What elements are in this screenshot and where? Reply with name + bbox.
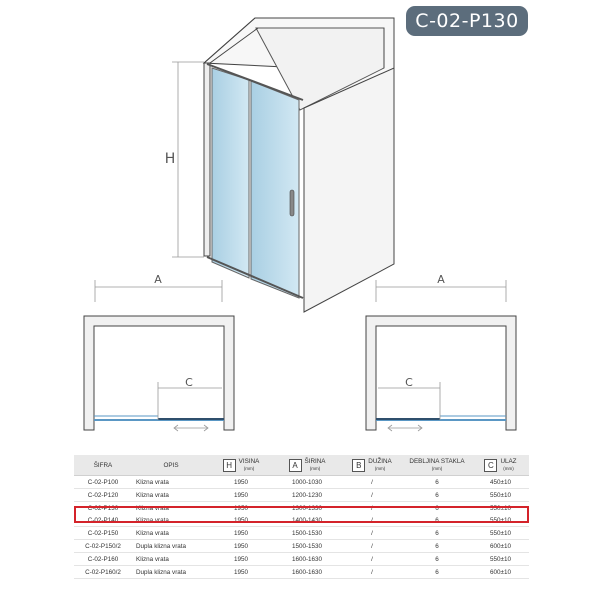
table-cell: 6 [402, 553, 472, 566]
table-row [74, 502, 529, 515]
column-header-label: DEBLJINA STAKLA [409, 458, 465, 465]
table-row [74, 489, 529, 502]
table-cell: 6 [402, 527, 472, 540]
table-cell: 1950 [233, 504, 248, 512]
table-cell: C-02-P100 [74, 476, 132, 489]
table-cell: C-02-P150/2 [74, 540, 132, 553]
table-cell: 1950 [210, 514, 272, 527]
height-dimension [172, 62, 204, 257]
specs-table [74, 455, 529, 579]
glass-panel-sliding [251, 81, 299, 298]
table-cell: 550±10 [472, 514, 529, 527]
column-header-label: OPIS [163, 461, 179, 469]
table-cell: 1950 [210, 566, 272, 579]
column-header-unit: (mm) [431, 466, 443, 471]
width-label-right: A [437, 273, 445, 286]
table-cell: C-02-P150 [74, 527, 132, 540]
table-cell: 1200-1230 [272, 489, 342, 502]
column-header [210, 455, 272, 476]
table-cell: 550±10 [472, 553, 529, 566]
table-cell: Klizna vrata [132, 476, 210, 489]
table-cell: 6 [402, 540, 472, 553]
table-cell: 600±10 [472, 566, 529, 579]
table-cell: 1400-1430 [272, 514, 342, 527]
table-cell: Dupla klizna vrata [132, 540, 210, 553]
specs-table-body [74, 476, 529, 579]
column-header [402, 455, 472, 476]
table-cell: 550±10 [472, 489, 529, 502]
table-cell: 550±10 [490, 504, 511, 512]
column-header [342, 455, 402, 476]
dimension-icon: B [352, 459, 365, 472]
door-handle [290, 190, 294, 216]
table-cell: / [342, 540, 402, 553]
column-header-label: DUŽINA [368, 458, 392, 465]
table-cell: / [342, 553, 402, 566]
table-cell: 6 [402, 566, 472, 579]
table-cell: Klizna vrata [132, 489, 210, 502]
table-cell: 1950 [210, 553, 272, 566]
table-cell: 1600-1630 [272, 566, 342, 579]
table-cell: 1500-1530 [272, 540, 342, 553]
table-cell: C-02-P140 [74, 514, 132, 527]
table-cell: / [371, 504, 373, 512]
glass-panel-fixed [212, 68, 249, 278]
column-header-unit: (mm) [503, 466, 514, 471]
column-header-label: VISINA [238, 458, 260, 465]
specs-header-row [74, 455, 529, 476]
height-label: H [164, 151, 176, 167]
table-cell: C-02-P130 [87, 504, 119, 512]
column-header-label: ŠIFRA [93, 461, 113, 469]
table-cell: Klizna vrata [132, 514, 210, 527]
table-row [74, 527, 529, 540]
c-label-left: C [185, 376, 193, 389]
table-cell: 1950 [210, 489, 272, 502]
table-cell: / [342, 527, 402, 540]
table-cell: / [342, 566, 402, 579]
table-cell: Klizna vrata [132, 553, 210, 566]
table-cell: 1950 [210, 540, 272, 553]
table-row [74, 540, 529, 553]
column-header-label: ŠIRINA [304, 458, 326, 465]
plan-view-right [366, 316, 516, 431]
table-cell: 6 [402, 514, 472, 527]
column-header [132, 455, 210, 476]
table-cell: 550±10 [472, 527, 529, 540]
table-cell: 600±10 [472, 540, 529, 553]
table-cell: C-02-P120 [74, 489, 132, 502]
column-header [472, 455, 529, 476]
table-cell: 1500-1530 [272, 527, 342, 540]
column-header [272, 455, 342, 476]
table-cell: 450±10 [472, 476, 529, 489]
column-header-label: ULAZ [500, 458, 517, 465]
table-cell: 1950 [210, 527, 272, 540]
dimension-icon: H [223, 459, 236, 472]
table-row [74, 514, 529, 527]
column-header [74, 455, 132, 476]
product-code-badge: C-02-P130 [406, 6, 528, 36]
table-cell: 1950 [210, 476, 272, 489]
plan-view-left [84, 316, 234, 431]
table-cell: 6 [435, 504, 439, 512]
table-cell: Klizna vrata [132, 527, 210, 540]
table-cell: C-02-P160 [74, 553, 132, 566]
table-row [74, 553, 529, 566]
column-header-unit: (mm) [243, 466, 255, 471]
table-cell: 1300-1330 [291, 504, 323, 512]
column-header-unit: (mm) [309, 466, 321, 471]
table-cell: / [342, 476, 402, 489]
column-header-unit: (mm) [374, 466, 386, 471]
table-cell: / [342, 514, 402, 527]
table-row [74, 476, 529, 489]
table-cell: / [342, 489, 402, 502]
table-row [74, 566, 529, 579]
dimension-icon: C [484, 459, 497, 472]
table-cell: Klizna vrata [136, 504, 169, 512]
table-cell: Dupla klizna vrata [132, 566, 210, 579]
width-label-3d: A [154, 273, 162, 286]
table-cell: 1000-1030 [272, 476, 342, 489]
table-cell: 1600-1630 [272, 553, 342, 566]
table-cell: 6 [402, 489, 472, 502]
table-cell: 6 [402, 476, 472, 489]
table-cell: C-02-P160/2 [74, 566, 132, 579]
dimension-icon: A [289, 459, 302, 472]
c-label-right: C [405, 376, 413, 389]
